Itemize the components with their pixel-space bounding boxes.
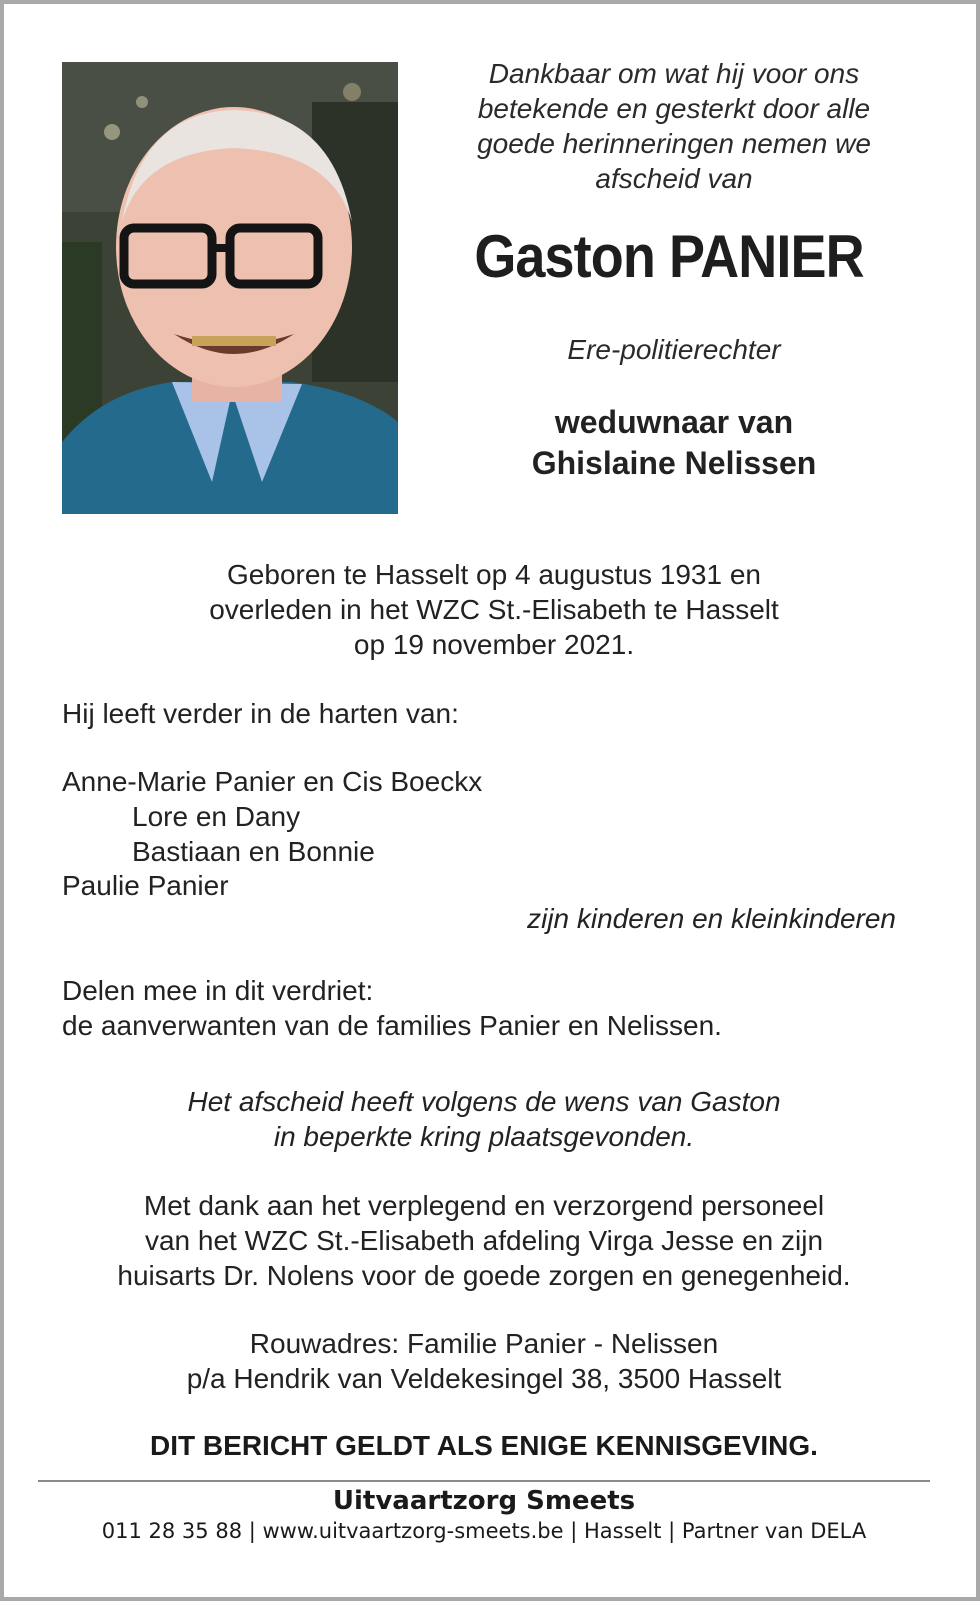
birth-line: Geboren te Hasselt op 4 augustus 1931 en	[227, 559, 761, 590]
undertaker-name: Uitvaartzorg Smeets	[332, 1486, 636, 1516]
survivor-child: Paulie Panier	[62, 870, 229, 901]
survivor-grandchild: Bastiaan en Bonnie	[132, 836, 375, 867]
address-line: Rouwadres: Familie Panier - Nelissen	[249, 1328, 719, 1359]
portrait-illustration	[62, 62, 398, 514]
death-date-line: op 19 november 2021.	[353, 629, 635, 660]
thanks-line: huisarts Dr. Nolens voor de goede zorgen en genegenheid.	[117, 1260, 851, 1291]
intro-line: Dankbaar om wat hij voor ons	[488, 58, 860, 89]
sharing-text	[62, 973, 722, 1043]
undertaker-contact: 011 28 35 88 | www.uitvaartzorg-smeets.be | Hasselt | Partner van DELA	[101, 1519, 867, 1543]
intro-text	[424, 56, 924, 196]
deceased-name: Gaston PANIER	[474, 223, 864, 290]
lives-on-heading: Hij leeft verder in de harten van:	[62, 698, 459, 729]
spouse-name: Ghislaine Nelissen	[531, 445, 817, 481]
notice-statement: DIT BERICHT GELDT ALS ENIGE KENNISGEVING.	[150, 1430, 818, 1461]
farewell-text	[62, 1084, 906, 1154]
widower-of	[424, 402, 924, 484]
address-line: p/a Hendrik van Veldekesingel 38, 3500 Hasselt	[186, 1363, 782, 1394]
sharing-heading: Delen mee in dit verdriet:	[62, 975, 374, 1006]
farewell-line: in beperkte kring plaatsgevonden.	[273, 1121, 695, 1152]
honorary-title: Ere-politierechter	[567, 334, 781, 365]
sharing-families: de aanverwanten van de families Panier en Nelissen.	[62, 1010, 722, 1041]
death-line: overleden in het WZC St.-Elisabeth te Hasselt	[209, 594, 779, 625]
widower-label: weduwnaar van	[554, 404, 794, 440]
mourning-address	[62, 1326, 906, 1396]
thanks-line: van het WZC St.-Elisabeth afdeling Virga Jesse en zijn	[144, 1225, 824, 1256]
portrait-photo	[62, 62, 398, 514]
intro-line: afscheid van	[595, 163, 753, 194]
intro-line: betekende en gesterkt door alle	[477, 93, 871, 124]
thanks-text	[62, 1188, 906, 1293]
farewell-line: Het afscheid heeft volgens de wens van Gaston	[187, 1086, 781, 1117]
survivors-caption: zijn kinderen en kleinkinderen	[527, 903, 896, 934]
survivor-grandchild: Lore en Dany	[132, 801, 301, 832]
intro-line: goede herinneringen nemen we	[477, 128, 871, 159]
thanks-line: Met dank aan het verplegend en verzorgend personeel	[143, 1190, 825, 1221]
survivor-child: Anne-Marie Panier en Cis Boeckx	[62, 766, 483, 797]
divider	[38, 1480, 930, 1482]
birth-death-text	[62, 557, 926, 662]
